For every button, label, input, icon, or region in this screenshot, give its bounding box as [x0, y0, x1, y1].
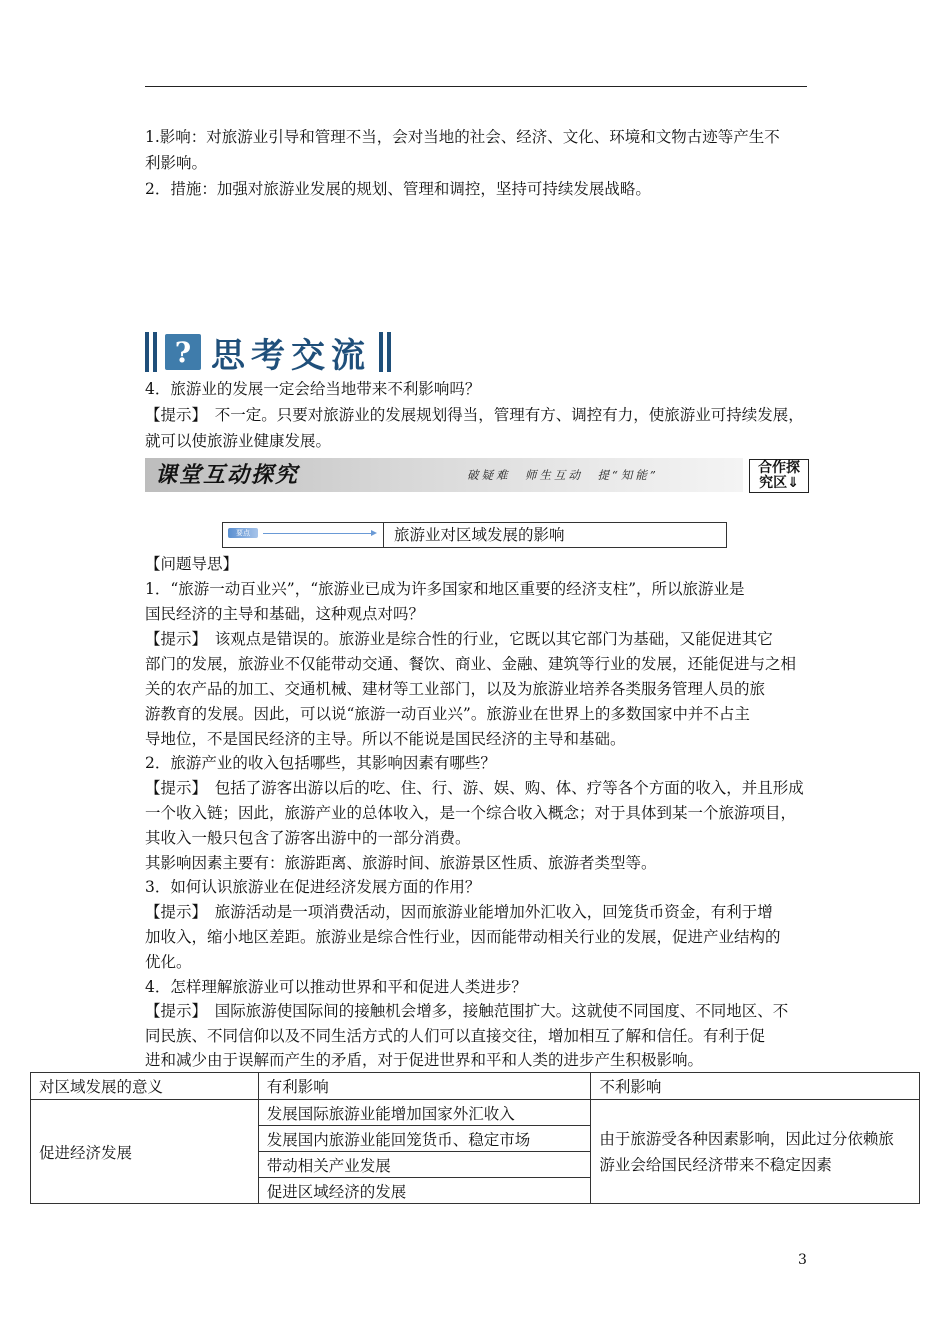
a3-line-1: 【提示】 旅游活动是一项消费活动，因而旅游业能增加外汇收入，回笼货币资金，有利于增	[145, 903, 773, 921]
a3-line-2: 加收入，缩小地区差距。旅游业是综合性行业，因而能带动相关行业的发展，促进产业结构的	[145, 928, 781, 946]
topic-tag	[223, 523, 384, 547]
positive-impact-cell: 发展国内旅游业能回笼货币、稳定市场	[258, 1126, 591, 1152]
think-hint-line-1: 【提示】 不一定。只要对旅游业的发展规划得当，管理有方、调控有力，使旅游业可持续发展，	[145, 406, 804, 424]
table-header-cell: 有利影响	[258, 1073, 591, 1100]
classroom-banner	[145, 458, 743, 492]
a1-line-4: 游教育的发展。因此，可以说“旅游一动百业兴”。旅游业在世界上的多数国家中并不占主	[145, 705, 750, 723]
measures-line: 2．措施：加强对旅游业发展的规划、管理和调控，坚持可持续发展战略。	[145, 180, 651, 198]
a2-line-4: 其影响因素主要有：旅游距离、旅游时间、旅游景区性质、旅游者类型等。	[145, 854, 657, 872]
a1-line-2: 部门的发展，旅游业不仅能带动交通、餐饮、商业、金融、建筑等行业的发展，还能促进与之相	[145, 655, 797, 673]
a2-line-2: 一个收入链；因此，旅游产业的总体收入，是一个综合收入概念；对于具体到某一个旅游项目，	[145, 804, 797, 822]
page-number: 3	[798, 1252, 807, 1268]
topic-chip: 要点	[228, 528, 258, 538]
topic-title: 旅游业对区域发展的影响	[394, 526, 565, 544]
a4-line-2: 同民族、不同信仰以及不同生活方式的人们可以直接交往，增加相互了解和信任。有利于促	[145, 1027, 766, 1045]
table-row	[31, 1100, 920, 1126]
q1-line-1: 1．“旅游一动百业兴”，“旅游业已成为许多国家和地区重要的经济支柱”，所以旅游业是	[145, 580, 745, 598]
cooperative-zone-badge	[749, 459, 809, 493]
left-bars-decoration	[145, 332, 157, 372]
a1-line-5: 导地位，不是国民经济的主导。所以不能说是国民经济的主导和基础。	[145, 730, 626, 748]
banner-title: 课堂互动探究	[155, 462, 300, 488]
negative-line-2: 游业会给国民经济带来不稳定因素	[599, 1155, 832, 1174]
row-label-cell: 促进经济发展	[31, 1100, 259, 1204]
a3-line-3: 优化。	[145, 953, 192, 971]
arrow-right-icon	[263, 533, 375, 534]
negative-line-1: 由于旅游受各种因素影响，因此过分依赖旅	[599, 1129, 894, 1148]
table-header-cell: 对区域发展的意义	[31, 1073, 259, 1100]
q3: 3．如何认识旅游业在促进经济发展方面的作用？	[145, 878, 481, 896]
positive-impact-cell: 发展国际旅游业能增加国家外汇收入	[258, 1100, 591, 1126]
a2-line-3: 其收入一般只包含了游客出游中的一部分消费。	[145, 829, 471, 847]
banner-subtitle: 破疑难 师生互动 提“知能”	[467, 468, 659, 482]
impact-line-1: 1.影响：对旅游业引导和管理不当，会对当地的社会、经济、文化、环境和文物古迹等产生不	[145, 128, 780, 146]
topic-box	[222, 522, 727, 548]
q1-line-2: 国民经济的主导和基础，这种观点对吗？	[145, 605, 425, 623]
think-hint-line-2: 就可以使旅游业健康发展。	[145, 432, 332, 450]
table-header-cell: 不利影响	[591, 1073, 920, 1100]
header-rule	[145, 86, 807, 87]
a4-line-1: 【提示】 国际旅游使国际间的接触机会增多，接触范围扩大。这就使不同国度、不同地区、不	[145, 1002, 789, 1020]
table-header-row	[31, 1073, 920, 1100]
guide-heading: 【问题导思】	[145, 555, 239, 573]
right-bars-decoration	[379, 332, 391, 372]
negative-impact-cell	[591, 1100, 920, 1204]
a4-line-3: 进和减少由于误解而产生的矛盾，对于促进世界和平和人类的进步产生积极影响。	[145, 1051, 704, 1069]
positive-impact-cell: 带动相关产业发展	[258, 1152, 591, 1178]
a1-line-1: 【提示】 该观点是错误的。旅游业是综合性的行业，它既以其它部门为基础，又能促进其它	[145, 630, 773, 648]
regional-impact-table	[30, 1072, 920, 1204]
a1-line-3: 关的农产品的加工、交通机械、建材等工业部门，以及为旅游业培养各类服务管理人员的旅	[145, 680, 766, 698]
think-exchange-title: 思考交流	[211, 335, 371, 376]
question-icon: ?	[165, 334, 201, 370]
a2-line-1: 【提示】 包括了游客出游以后的吃、住、行、游、娱、购、体、疗等各个方面的收入，并且形成	[145, 779, 804, 797]
q2: 2．旅游产业的收入包括哪些，其影响因素有哪些？	[145, 754, 496, 772]
think-exchange-header	[145, 330, 391, 374]
impact-line-2: 利影响。	[145, 154, 208, 172]
positive-impact-cell: 促进区域经济的发展	[258, 1178, 591, 1204]
badge-line-1: 合作探	[758, 460, 800, 476]
think-question: 4．旅游业的发展一定会给当地带来不利影响吗？	[145, 380, 481, 398]
badge-line-2: 究区⇓	[759, 475, 799, 491]
q4: 4．怎样理解旅游业可以推动世界和平和促进人类进步？	[145, 978, 527, 996]
